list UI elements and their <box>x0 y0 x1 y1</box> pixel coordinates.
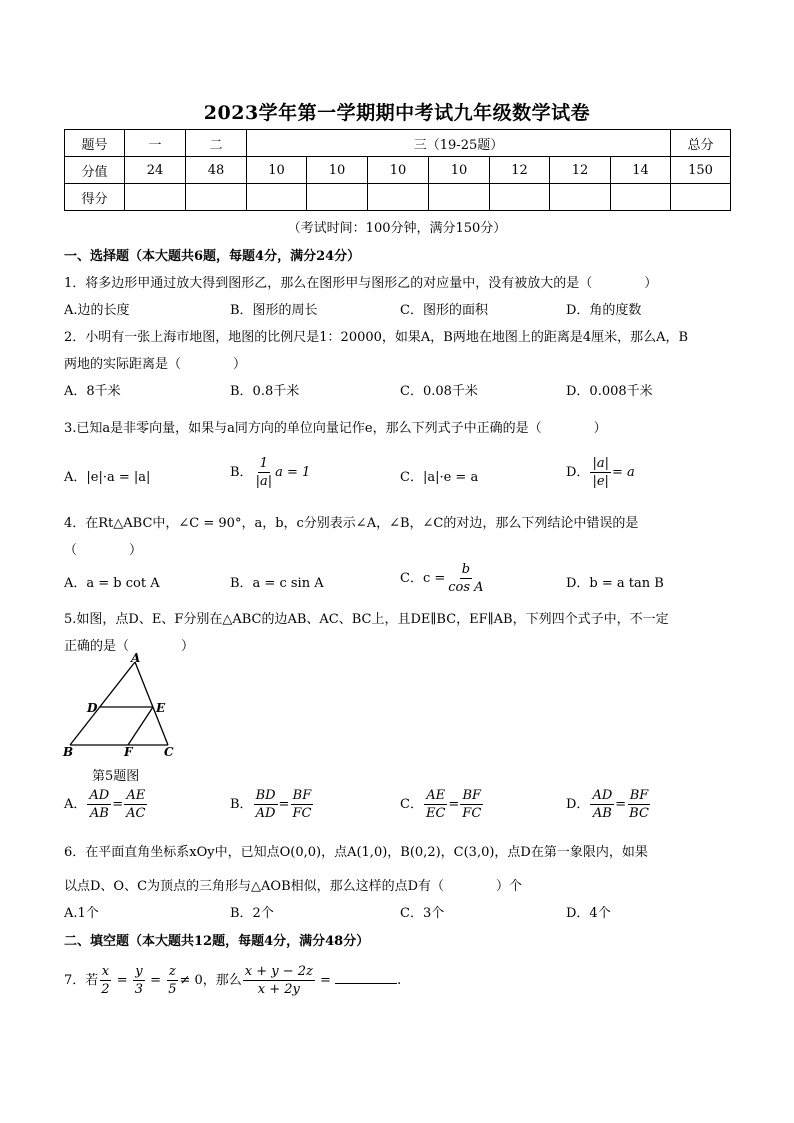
fraction <box>424 787 447 822</box>
score-input-cell[interactable] <box>550 184 611 211</box>
vertex-label-b: B <box>63 745 74 759</box>
score-table-cell: 得分 <box>65 184 125 211</box>
fraction-numerator: AD <box>592 788 613 803</box>
score-input-cell[interactable] <box>490 184 550 211</box>
section-heading-choice: 一、选择题（本大题共6题，每题4分，满分24分） <box>64 249 361 264</box>
fraction <box>87 787 111 822</box>
fraction <box>124 787 147 822</box>
fraction <box>627 787 651 822</box>
q3-option-a[interactable]: A．|e|·a = |a| <box>64 470 151 485</box>
score-table-cell: 12 <box>550 157 611 184</box>
score-table-cell: 10 <box>429 157 490 184</box>
score-table-cell: 分值 <box>65 157 125 184</box>
fraction-numerator: x <box>101 964 110 979</box>
score-input-cell[interactable] <box>429 184 490 211</box>
score-table-cell: 题号 <box>65 130 125 157</box>
fraction-denominator: AB <box>89 806 109 821</box>
option-prefix: B． <box>230 465 253 480</box>
q4-option-a[interactable]: A．a = b cot A <box>64 576 160 591</box>
vertex-label-c: C <box>164 745 174 759</box>
option-prefix: D． <box>566 465 590 480</box>
score-input-cell[interactable] <box>307 184 368 211</box>
q2-option-a[interactable]: A．8千米 <box>64 384 121 399</box>
vertex-label-e: E <box>156 701 166 715</box>
fraction <box>254 787 278 822</box>
option-expression: a = 1 <box>275 465 311 480</box>
q3-option-d[interactable] <box>566 455 635 490</box>
q3-option-c[interactable]: C．|a|·e = a <box>400 470 479 485</box>
score-table-cell: 10 <box>368 157 429 184</box>
question-2-text: 2．小明有一张上海市地图，地图的比例尺是1：20000，如果A，B两地在地图上的距离是4厘米，那么A，B <box>64 330 689 345</box>
q6-option-d[interactable]: D．4个 <box>566 906 611 921</box>
fraction-denominator: 5 <box>168 982 177 997</box>
figure-caption: 第5题图 <box>92 769 140 784</box>
section-heading-fill: 二、填空题（本大题共12题，每题4分，满分48分） <box>64 934 370 949</box>
fraction-denominator: 3 <box>134 982 144 997</box>
q5-option-c[interactable] <box>400 787 484 822</box>
q2-option-b[interactable]: B．0.8千米 <box>230 384 300 399</box>
question-3-text: 3.已知a是非零向量，如果与a同方向的单位向量记作e，那么下列式子中正确的是（ ） <box>64 421 607 436</box>
fraction-denominator: AB <box>592 806 612 821</box>
q6-option-b[interactable]: B．2个 <box>230 906 274 921</box>
score-input-cell[interactable] <box>671 184 731 211</box>
score-table-cell: 三（19-25题） <box>247 130 671 157</box>
q1-option-b[interactable]: B．图形的周长 <box>230 303 318 318</box>
score-table-cell: 150 <box>671 157 731 184</box>
score-table-score-row <box>65 184 731 211</box>
q7-suffix: . <box>397 973 402 988</box>
fraction <box>290 787 313 822</box>
segment-ef <box>128 707 153 745</box>
triangle-figure <box>60 652 190 762</box>
score-table-cell: 总分 <box>671 130 731 157</box>
score-table-cell: 一 <box>125 130 186 157</box>
equals-sign: = <box>615 797 627 812</box>
fraction-numerator: z <box>168 964 176 979</box>
fraction-numerator: |a| <box>592 456 609 471</box>
option-prefix: D． <box>566 797 590 812</box>
q4-option-c[interactable] <box>400 561 487 596</box>
question-1-text: 1．将多边形甲通过放大得到图形乙，那么在图形甲与图形乙的对应量中，没有被放大的是（ ） <box>64 276 658 291</box>
score-table-values-row <box>65 157 731 184</box>
fraction <box>166 963 178 998</box>
fraction-numerator: y <box>135 964 143 979</box>
fraction <box>590 787 614 822</box>
fraction <box>254 455 275 490</box>
score-input-cell[interactable] <box>368 184 429 211</box>
q1-option-c[interactable]: C．图形的面积 <box>400 303 488 318</box>
fraction-numerator: BF <box>462 788 482 803</box>
fraction <box>99 963 111 998</box>
q6-option-c[interactable]: C．3个 <box>400 906 445 921</box>
fraction <box>133 963 145 998</box>
q5-option-a[interactable] <box>64 787 148 822</box>
fraction-denominator: FC <box>292 806 312 821</box>
fraction-denominator: |a| <box>255 474 273 489</box>
q2-option-c[interactable]: C．0.08千米 <box>400 384 478 399</box>
fraction-numerator: x + y − 2z <box>244 964 313 979</box>
fraction-denominator: AD <box>255 806 276 821</box>
equals-sign: = <box>448 797 460 812</box>
q7-mid: ≠ 0，那么 <box>179 973 242 988</box>
q1-option-d[interactable]: D．角的度数 <box>566 303 642 318</box>
fraction-denominator: BC <box>629 806 649 821</box>
score-input-cell[interactable] <box>247 184 307 211</box>
score-table <box>64 129 731 211</box>
score-table-cell: 10 <box>247 157 307 184</box>
fraction-numerator: AD <box>89 788 110 803</box>
fraction <box>460 787 483 822</box>
score-input-cell[interactable] <box>186 184 247 211</box>
fraction-numerator: b <box>461 562 471 577</box>
score-table-cell: 12 <box>490 157 550 184</box>
question-7-text: 7．若 $\frac{x}{2}$ = $\frac{y}{3}$ = $\frac{z}{5}$ ≠ 0，那么 $\frac{x + y - 2z}{x + 2y}$ = . <box>64 964 402 997</box>
vertex-label-d: D <box>87 701 98 715</box>
fraction-denominator: EC <box>425 806 446 821</box>
q1-option-a[interactable]: A.边的长度 <box>64 303 130 318</box>
fraction-numerator: BF <box>292 788 312 803</box>
fraction-denominator: x + 2y <box>257 982 300 997</box>
question-4-text-cont: （ ） <box>64 543 143 558</box>
exam-note: （考试时间：100分钟，满分150分） <box>287 221 507 236</box>
fraction-denominator: 2 <box>101 982 110 997</box>
fraction <box>590 455 611 490</box>
q3-option-b[interactable] <box>230 455 310 490</box>
question-6-text-cont: 以点D、O、C为顶点的三角形与△AOB相似，那么这样的点D有（ ）个 <box>64 879 523 894</box>
equals-sign: = <box>278 797 290 812</box>
fraction-numerator: BD <box>255 788 276 803</box>
fraction-numerator: AE <box>426 788 446 803</box>
score-input-cell[interactable] <box>611 184 671 211</box>
vertex-label-a: A <box>131 652 141 665</box>
fraction-denominator: FC <box>462 806 482 821</box>
question-5-text-cont: 正确的是（ ） <box>64 639 195 654</box>
q4-option-b[interactable]: B．a = c sin A <box>230 576 324 591</box>
question-6-text: 6．在平面直角坐标系xOy中，已知点O(0,0)，点A(1,0)，B(0,2)，C(3,0)，点D在第一象限内，如果 <box>64 845 648 860</box>
edge-ab <box>70 662 135 745</box>
fraction-denominator: |e| <box>592 474 609 489</box>
question-5-text: 5.如图，点D、E、F分别在△ABC的边AB、AC、BC上，且DE∥BC，EF∥AB，下列四个式子中，不一定 <box>64 612 669 627</box>
q7-prefix: 7．若 <box>64 973 99 988</box>
q2-option-d[interactable]: D．0.008千米 <box>566 384 653 399</box>
option-expression: = a <box>611 465 635 480</box>
score-table-cell: 二 <box>186 130 247 157</box>
fraction-numerator: BF <box>629 788 649 803</box>
option-prefix: C． <box>400 797 423 812</box>
fraction-denominator: cos A <box>448 580 484 595</box>
q6-option-a[interactable]: A.1个 <box>64 906 99 921</box>
score-table-cell: 24 <box>125 157 186 184</box>
equals-sign: = <box>112 797 124 812</box>
fraction-denominator: AC <box>126 806 146 821</box>
q5-option-b[interactable] <box>230 787 314 822</box>
question-2-text-cont: 两地的实际距离是（ ） <box>64 357 247 372</box>
fraction <box>243 963 315 998</box>
score-table-cell: 14 <box>611 157 671 184</box>
score-table-cell: 10 <box>307 157 368 184</box>
q4-option-d[interactable]: D．b = a tan B <box>566 576 664 591</box>
fraction-numerator: AE <box>126 788 146 803</box>
score-table-header-row <box>65 130 731 157</box>
option-prefix: B． <box>230 797 253 812</box>
option-prefix: A． <box>64 797 87 812</box>
q5-option-d[interactable] <box>566 787 652 822</box>
page-title: 2023学年第一学期期中考试九年级数学试卷 <box>203 102 591 124</box>
fraction <box>446 561 485 596</box>
fraction-numerator: 1 <box>259 456 268 471</box>
vertex-label-f: F <box>124 745 133 759</box>
score-table-cell: 48 <box>186 157 247 184</box>
score-input-cell[interactable] <box>125 184 186 211</box>
answer-blank[interactable] <box>335 971 397 984</box>
option-prefix: C．c = <box>400 571 446 586</box>
question-4-text: 4．在Rt△ABC中，∠C = 90°，a，b，c分别表示∠A，∠B，∠C的对边，那么下列结论中错误的是 <box>64 516 639 531</box>
